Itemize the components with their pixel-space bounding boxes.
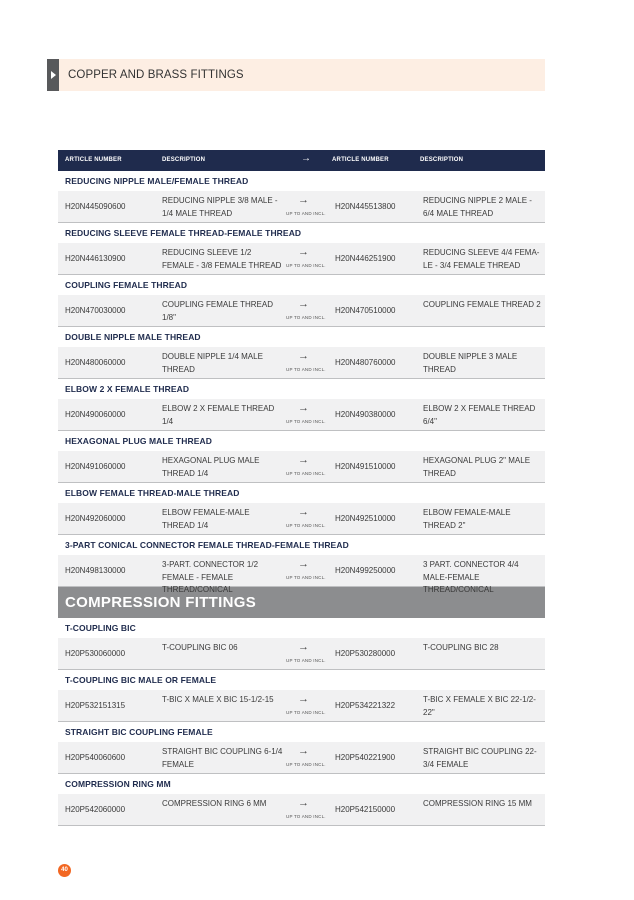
table-row: [58, 191, 545, 223]
fittings-table: [58, 150, 545, 826]
arrow-right-icon: →: [298, 693, 309, 705]
copper-fittings-body: [58, 171, 545, 594]
category-heading: REDUCING NIPPLE MALE/FEMALE THREAD: [58, 171, 545, 191]
article-number: H20P532151315: [65, 701, 126, 710]
description-2: COUPLING FEMALE THREAD 2: [423, 300, 541, 309]
article-number: H20P542060000: [65, 805, 126, 814]
article-number-2: H20N446251900: [335, 254, 396, 263]
article-number-2: H20P542150000: [335, 805, 396, 814]
description: DOUBLE NIPPLE 1/4 MALE THREAD: [162, 352, 263, 374]
category-heading: ELBOW FEMALE THREAD-MALE THREAD: [58, 483, 545, 503]
compression-fittings-title: COMPRESSION FITTINGS: [58, 587, 545, 618]
arrow-right-icon: →: [298, 350, 309, 362]
arrow-right-icon: →: [298, 246, 309, 258]
description-2: T-COUPLING BIC 28: [423, 643, 499, 652]
category-heading: STRAIGHT BIC COUPLING FEMALE: [58, 722, 545, 742]
description: REDUCING SLEEVE 1/2 FEMALE - 3/8 FEMALE THREAD: [162, 248, 282, 270]
article-number-2: H20N480760000: [335, 358, 396, 367]
article-number: H20N446130900: [65, 254, 126, 263]
arrow-right-icon: →: [298, 402, 309, 414]
section-header: [47, 59, 545, 91]
article-number-2: H20N491510000: [335, 462, 396, 471]
category-heading: T-COUPLING BIC: [58, 618, 545, 638]
category-heading: HEXAGONAL PLUG MALE THREAD: [58, 431, 545, 451]
article-number: H20N445090600: [65, 202, 126, 211]
up-to-label: UP TO AND INCL.: [286, 263, 326, 268]
arrow-right-icon: →: [298, 641, 309, 653]
article-number-2: H20N445513800: [335, 202, 396, 211]
arrow-right-icon: →: [298, 298, 309, 310]
table-row: [58, 451, 545, 483]
page-number: 40: [58, 864, 71, 877]
description-2: ELBOW 2 X FEMALE THREAD 6/4": [423, 404, 536, 426]
description: COMPRESSION RING 6 MM: [162, 799, 267, 808]
description: T-BIC X MALE X BIC 15-1/2-15: [162, 695, 274, 704]
article-number-2: H20N492510000: [335, 514, 396, 523]
category-heading: COMPRESSION RING MM: [58, 774, 545, 794]
article-number-2: H20N499250000: [335, 566, 396, 575]
up-to-label: UP TO AND INCL.: [286, 523, 326, 528]
description-2: DOUBLE NIPPLE 3 MALE THREAD: [423, 352, 518, 374]
up-to-label: UP TO AND INCL.: [286, 419, 326, 424]
description-2: 3 PART. CONNECTOR 4/4 MALE-FEMALE THREAD/CONICAL: [423, 560, 519, 594]
header-description: DESCRIPTION: [162, 157, 206, 163]
table-row: [58, 243, 545, 275]
description: COUPLING FEMALE THREAD 1/8": [162, 300, 273, 322]
article-number: H20N492060000: [65, 514, 126, 523]
table-row: [58, 295, 545, 327]
description: HEXAGONAL PLUG MALE THREAD 1/4: [162, 456, 260, 478]
article-number: H20N491060000: [65, 462, 126, 471]
article-number: H20P540060600: [65, 753, 126, 762]
article-number: H20P530060000: [65, 649, 126, 658]
arrow-right-icon: →: [298, 745, 309, 757]
description: T-COUPLING BIC 06: [162, 643, 238, 652]
arrow-right-icon: →: [298, 797, 309, 809]
section-title: COPPER AND BRASS FITTINGS: [68, 69, 244, 81]
arrow-right-icon: →: [298, 558, 309, 570]
article-number: H20N490060000: [65, 410, 126, 419]
table-row: [58, 690, 545, 722]
description-2: T-BIC X FEMALE X BIC 22-1/2-22": [423, 695, 536, 717]
table-row: [58, 742, 545, 774]
table-row: [58, 794, 545, 826]
up-to-label: UP TO AND INCL.: [286, 762, 326, 767]
arrow-right-icon: →: [298, 454, 309, 466]
category-heading: 3-PART CONICAL CONNECTOR FEMALE THREAD-FEMALE THREAD: [58, 535, 545, 555]
description-2: HEXAGONAL PLUG 2" MALE THREAD: [423, 456, 531, 478]
article-number: H20N498130000: [65, 566, 126, 575]
article-number-2: H20N470510000: [335, 306, 396, 315]
arrow-right-icon: →: [298, 194, 309, 206]
header-description-2: DESCRIPTION: [420, 157, 464, 163]
description: REDUCING NIPPLE 3/8 MALE - 1/4 MALE THREAD: [162, 196, 278, 218]
description-2: COMPRESSION RING 15 MM: [423, 799, 532, 808]
up-to-label: UP TO AND INCL.: [286, 315, 326, 320]
header-article-number: ARTICLE NUMBER: [65, 157, 122, 163]
article-number-2: H20N490380000: [335, 410, 396, 419]
table-row: [58, 399, 545, 431]
arrow-right-icon: →: [298, 506, 309, 518]
up-to-label: UP TO AND INCL.: [286, 471, 326, 476]
up-to-label: UP TO AND INCL.: [286, 658, 326, 663]
description-2: REDUCING SLEEVE 4/4 FEMA-LE - 3/4 FEMALE THREAD: [423, 248, 540, 270]
description: ELBOW FEMALE-MALE THREAD 1/4: [162, 508, 250, 530]
description: ELBOW 2 X FEMALE THREAD 1/4: [162, 404, 275, 426]
article-number-2: H20P540221900: [335, 753, 396, 762]
article-number-2: H20P534221322: [335, 701, 396, 710]
article-number-2: H20P530280000: [335, 649, 396, 658]
description: 3-PART. CONNECTOR 1/2 FEMALE - FEMALE THREAD/CONICAL: [162, 560, 259, 594]
table-row: [58, 503, 545, 535]
category-heading: ELBOW 2 X FEMALE THREAD: [58, 379, 545, 399]
article-number: H20N470030000: [65, 306, 126, 315]
table-row: [58, 555, 545, 594]
up-to-label: UP TO AND INCL.: [286, 575, 326, 580]
category-heading: DOUBLE NIPPLE MALE THREAD: [58, 327, 545, 347]
category-heading: REDUCING SLEEVE FEMALE THREAD-FEMALE THREAD: [58, 223, 545, 243]
description-2: STRAIGHT BIC COUPLING 22-3/4 FEMALE: [423, 747, 537, 769]
up-to-label: UP TO AND INCL.: [286, 710, 326, 715]
table-row: [58, 347, 545, 379]
category-heading: T-COUPLING BIC MALE OR FEMALE: [58, 670, 545, 690]
header-article-number-2: ARTICLE NUMBER: [332, 157, 389, 163]
table-row: [58, 638, 545, 670]
up-to-label: UP TO AND INCL.: [286, 814, 326, 819]
up-to-label: UP TO AND INCL.: [286, 211, 326, 216]
description-2: ELBOW FEMALE-MALE THREAD 2": [423, 508, 511, 530]
category-heading: COUPLING FEMALE THREAD: [58, 275, 545, 295]
play-arrow-icon: [47, 59, 59, 91]
description: STRAIGHT BIC COUPLING 6-1/4 FEMALE: [162, 747, 283, 769]
description-2: REDUCING NIPPLE 2 MALE - 6/4 MALE THREAD: [423, 196, 532, 218]
header-arrow-icon: →: [301, 153, 312, 164]
up-to-label: UP TO AND INCL.: [286, 367, 326, 372]
compression-fittings-body: [58, 618, 545, 826]
article-number: H20N480060000: [65, 358, 126, 367]
table-header: [58, 150, 545, 171]
